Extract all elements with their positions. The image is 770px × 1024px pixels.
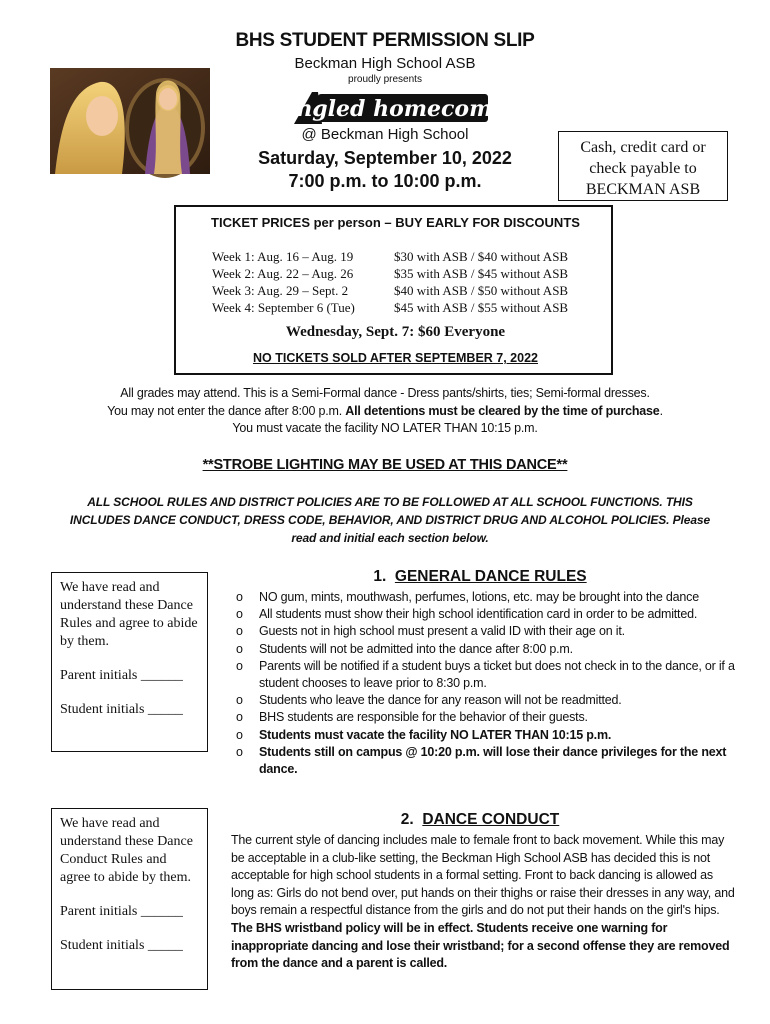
presents-text: proudly presents [348,74,422,85]
payment-line-1: Cash, credit card or [580,139,706,156]
event-time: 7:00 p.m. to 10:00 p.m. [288,171,482,191]
info-line-1: All grades may attend. This is a Semi-Formal dance - Dress pants/shirts, ties; Semi-formal dresses. [120,386,650,400]
list-item: o NO gum, mints, mouthwash, perfumes, lotions, etc. may be brought into the dance [236,589,736,606]
list-item: o Students must vacate the facility NO LATER THAN 10:15 p.m. [236,727,736,744]
section1-agreement-box [51,572,208,752]
info-line-2 [0,403,770,421]
bullet: o [236,693,243,708]
student-initials-field[interactable]: Student initials _____ [60,938,183,953]
bullet: o [236,744,243,759]
no-tickets-notice: NO TICKETS SOLD AFTER SEPTEMBER 7, 2022 [252,351,538,365]
price-row: $30 with ASB / $40 without ASB [394,249,569,264]
policy-line-3: read and initial each section below. [291,531,489,545]
section-number: 2. [400,811,414,828]
parent-initials-field[interactable]: Parent initials ______ [60,668,183,683]
section-number: 1. [373,568,387,585]
list-item: o Students still on campus @ 10:20 p.m. will lose their dance privileges for the next dance. [236,744,727,777]
bullet: o [236,710,243,725]
week-row: Week 1: Aug. 16 – Aug. 19 [212,249,354,264]
policy-notice [40,493,740,547]
wednesday-price: Wednesday, Sept. 7: $60 Everyone [285,324,506,340]
week-row: Week 2: Aug. 22 – Aug. 26 [212,266,354,281]
list-item: o Students will not be admitted into the dance after 8:00 p.m. [236,641,736,658]
price-row: $45 with ASB / $55 without ASB [394,300,569,315]
week-row: Week 4: September 6 (Tue) [212,300,355,315]
list-item: o All students must show their high school identification card in order to be admitted. [236,606,736,623]
event-logo [271,88,533,128]
student-initials-field[interactable]: Student initials _____ [60,702,183,717]
section-title: DANCE CONDUCT [422,811,560,828]
general-rules-list [236,589,736,778]
bullet: o [236,590,243,604]
week-list [212,248,355,316]
dance-info [0,385,770,438]
ticket-price-heading: TICKET PRICES per person – BUY EARLY FOR DISCOUNTS [211,215,580,230]
section-title: GENERAL DANCE RULES [394,568,587,585]
bullet: o [236,658,243,673]
detentions-notice: All detentions must be cleared by the time of purchase [345,403,660,418]
parent-initials-field[interactable]: Parent initials ______ [60,904,183,919]
agreement-text: We have read and understand these Dance Rules and agree to abide by them. [60,580,198,649]
policy-line-2: INCLUDES DANCE CONDUCT, DRESS CODE, BEHAVIOR, AND DISTRICT DRUG AND ALCOHOL POLICIES. Please [69,513,711,527]
section1-heading [230,568,730,586]
price-row: $35 with ASB / $45 without ASB [394,266,569,281]
price-list [394,248,568,316]
strobe-warning: **STROBE LIGHTING MAY BE USED AT THIS DANCE** [202,457,568,473]
bullet: o [236,607,243,622]
svg-text:tangled homecoming: tangled homecoming [271,96,533,122]
organization-name: Beckman High School ASB [294,55,476,72]
bullet: o [236,624,243,639]
policy-line-1: ALL SCHOOL RULES AND DISTRICT POLICIES ARE TO BE FOLLOWED AT ALL SCHOOL FUNCTIONS. THIS [87,495,693,509]
event-date: Saturday, September 10, 2022 [258,148,512,168]
payment-line-2: check payable to [589,160,697,177]
ticket-price-box [174,205,613,375]
payment-box [558,131,728,201]
list-item: o Parents will be notified if a student buys a ticket but does not check in to the dance, or if a student chooses to leave prior to 8:30 p.m. [236,658,735,691]
list-item: o Students who leave the dance for any reason will not be readmitted. [236,692,736,709]
payment-line-3: BECKMAN ASB [585,181,701,198]
bullet: o [236,641,243,656]
page-title: BHS STUDENT PERMISSION SLIP [235,30,535,51]
list-item: o BHS students are responsible for the behavior of their guests. [236,709,736,726]
info-line-3: You must vacate the facility NO LATER THAN 10:15 p.m. [232,421,538,435]
list-item: o Guests not in high school must present a valid ID with their age on it. [236,623,736,640]
section2-heading [230,811,730,829]
info-line-2c: . [659,403,663,418]
week-row: Week 3: Aug. 29 – Sept. 2 [212,283,349,298]
bullet: o [236,727,243,742]
wristband-policy: The BHS wristband policy will be in effect. Students receive one warning for inappropriate dancing and lose their wristband; for a second offense they are removed from the dance and a parent is called. [231,920,730,971]
venue: @ Beckman High School [301,126,469,143]
price-row: $40 with ASB / $50 without ASB [394,283,569,298]
dance-conduct-text [231,832,736,973]
agreement-text: We have read and understand these Dance Conduct Rules and agree to abide by them. [60,816,193,885]
info-line-2a: You may not enter the dance after 8:00 p.m. [107,403,346,418]
section2-agreement-box [51,808,208,990]
conduct-body: The current style of dancing includes male to female front to back movement. While this may be acceptable in a club-like setting, the Beckman High School ASB has decided this is not acceptable for high school students in a formal setting. Front to back dancing is allowed as long as: Girls do not bend over, put hands on their thighs or raise their dresses in any way, and boys remain a respectful distance from the girls and do not put their hands on the girl's hips. [231,833,735,918]
